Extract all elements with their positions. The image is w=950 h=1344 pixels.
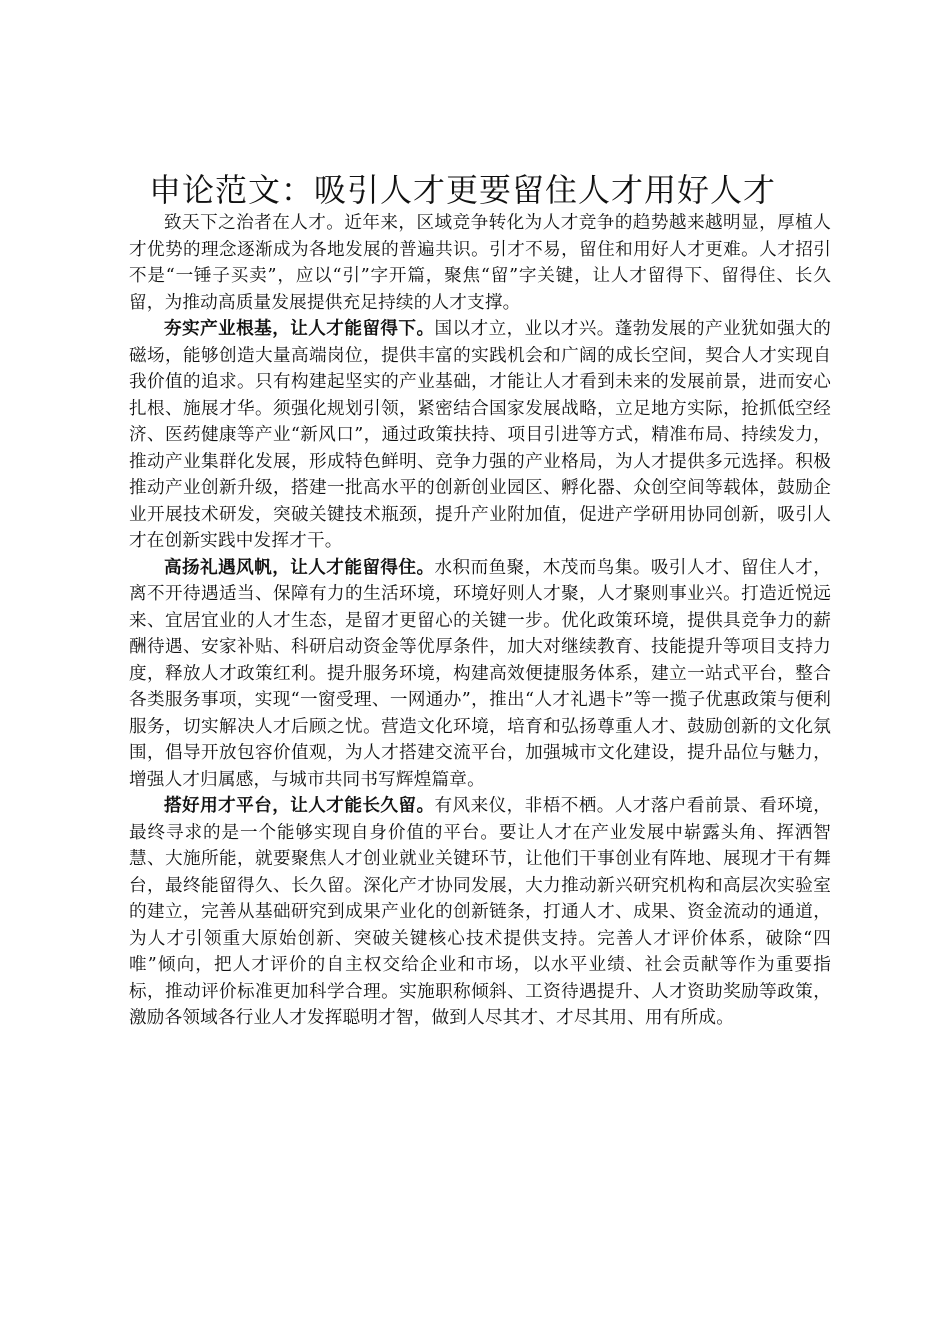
section-heading-platform: 搭好用才平台，让人才能长久留。: [164, 796, 435, 816]
intro-paragraph: 致天下之治者在人才。近年来，区域竞争转化为人才竞争的趋势越来越明显，厚植人才优势的理念逐渐成为各地发展的普遍共识。引才不易，留住和用好人才更难。人才招引不是“一锤子买卖”，应以“引”字开篇，聚焦“留”字关键，让人才留得下、留得住、长久留，为推动高质量发展提供充足持续的人才支撑。: [129, 213, 831, 313]
section-heading-treatment: 高扬礼遇风帆，让人才能留得住。: [164, 557, 435, 578]
section-heading-industry: 夯实产业根基，让人才能留得下。: [164, 319, 435, 339]
section-paragraph-treatment: [129, 555, 831, 794]
document-content: [129, 170, 831, 1032]
section-body-industry: 国以才立，业以才兴。蓬勃发展的产业犹如强大的磁场，能够创造大量高端岗位，提供丰富的实践机会和广阔的成长空间，契合人才实现自我价值的追求。只有构建起坚实的产业基础，才能让人才看到未来的发展前景，进而安心扎根、施展才华。须强化规划引领，紧密结合国家发展战略，立足地方实际，抢抓低空经济、医药健康等产业“新风口”，通过政策扶持、项目引进等方式，精准布局、持续发力，推动产业集群化发展，形成特色鲜明、竞争力强的产业格局，为人才提供多元选择。积极推动产业创新升级，搭建一批高水平的创新创业园区、孵化器、众创空间等载体，鼓励企业开展技术研发，突破关键技术瓶颈，提升产业附加值，促进产学研用协同创新，吸引人才在创新实践中发挥才干。: [129, 319, 831, 551]
section-paragraph-industry: [129, 316, 831, 555]
document-title: 申论范文：吸引人才更要留住人才用好人才: [149, 171, 777, 209]
section-body-platform: 有风来仪，非梧不栖。人才落户看前景、看环境，最终寻求的是一个能够实现自身价值的平台。要让人才在产业发展中崭露头角、挥洒智慧、大施所能，就要聚焦人才创业就业关键环节，让他们干事创业有阵地、展现才干有舞台，最终能留得久、长久留。深化产才协同发展，大力推动新兴研究机构和高层次实验室的建立，完善从基础研究到成果产业化的创新链条，打通人才、成果、资金流动的通道，为人才引领重大原始创新、突破关键核心技术提供支持。完善人才评价体系，破除“四唯”倾向，把人才评价的自主权交给企业和市场，以水平业绩、社会贡献等作为重要指标，推动评价标准更加科学合理。实施职称倾斜、工资待遇提升、人才资助奖励等政策，激励各领域各行业人才发挥聪明才智，做到人尽其才、才尽其用、用有所成。: [129, 796, 831, 1028]
section-paragraph-platform: [129, 793, 831, 1032]
section-body-treatment: 水积而鱼聚，木茂而鸟集。吸引人才、留住人才，离不开待遇适当、保障有力的生活环境，环境好则人才聚，人才聚则事业兴。打造近悦远来、宜居宜业的人才生态，是留才更留心的关键一步。优化政策环境，提供具竞争力的薪酬待遇、安家补贴、科研启动资金等优厚条件，加大对继续教育、技能提升等项目支持力度，释放人才政策红利。提升服务环境，构建高效便捷服务体系，建立一站式平台，整合各类服务事项，实现“一窗受理、一网通办”，推出“人才礼遇卡”等一揽子优惠政策与便利服务，切实解决人才后顾之忧。营造文化环境，培育和弘扬尊重人才、鼓励创新的文化氛围，倡导开放包容价值观，为人才搭建交流平台，加强城市文化建设，提升品位与魅力，增强人才归属感，与城市共同书写辉煌篇章。: [129, 557, 831, 790]
